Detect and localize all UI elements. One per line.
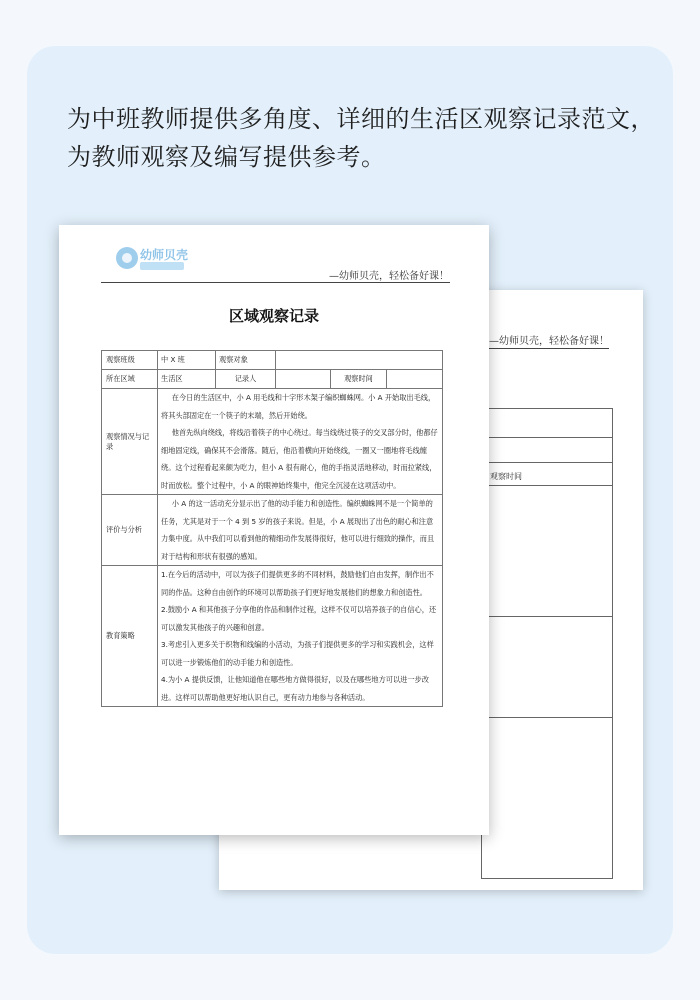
observation-label: 观察情况与记录	[102, 389, 158, 495]
logo-subtitle-bar	[140, 262, 184, 270]
area-value: 生活区	[158, 370, 216, 389]
strategy-content	[158, 566, 443, 707]
back-table-time-label: 观察时间	[490, 472, 522, 481]
strategy-item-1: 1.在今后的活动中，可以为孩子们提供更多的不同材料，鼓励他们自由发挥，制作出不同的作品。这种自由创作的环境可以帮助孩子们更好地发展他们的想象力和创造性。	[161, 570, 434, 597]
front-document-page	[59, 225, 489, 835]
back-page-slogan: —幼师贝壳，轻松备好课！	[489, 336, 609, 347]
table-row-observation	[102, 389, 443, 495]
class-label: 观察班级	[102, 351, 158, 370]
brand-logo	[116, 246, 206, 274]
intro-line-1: 为中班教师提供多角度、详细的生活区观察记录范文，	[67, 105, 655, 133]
back-table-row	[482, 463, 612, 486]
table-row-strategy	[102, 566, 443, 707]
area-label: 所在区域	[102, 370, 158, 389]
observed-subject-label: 观察对象	[216, 351, 276, 370]
back-table-row	[482, 438, 612, 463]
observation-paragraph-1: 在今日的生活区中，小 A 用毛线和十字形木架子编织蜘蛛网。小 A 开始取出毛线，将其头部固定在一个筷子的末端，然后开始绕。	[161, 393, 436, 420]
recorder-label: 记录人	[216, 370, 276, 389]
shell-logo-icon	[116, 247, 138, 269]
back-table-row	[482, 617, 612, 718]
evaluation-paragraph-1: 小 A 的这一活动充分显示出了他的动手能力和创造性。编织蜘蛛网不是一个简单的任务，尤其是对于一个 4 到 5 岁的孩子来说。但是，小 A 展现出了出色的耐心和注意力集中度。从中我们可以看到他的精细动作发展得很好，他可以进行细致的操作，而且对于结构和形状有很强的感知。	[161, 499, 435, 561]
intro-text	[67, 100, 655, 176]
evaluation-content	[158, 495, 443, 566]
recorder-value	[276, 370, 331, 389]
table-row-evaluation	[102, 495, 443, 566]
front-page-rule	[101, 282, 450, 283]
table-row-class	[102, 351, 443, 370]
front-page-slogan: —幼师贝壳，轻松备好课！	[329, 271, 449, 282]
back-table-row	[482, 718, 612, 878]
table-row-area	[102, 370, 443, 389]
evaluation-label: 评价与分析	[102, 495, 158, 566]
logo-text: 幼师贝壳	[140, 248, 189, 262]
observed-subject-value	[276, 351, 443, 370]
observation-content	[158, 389, 443, 495]
back-page-table	[481, 408, 613, 879]
strategy-item-3: 3.考虑引入更多关于织物和线编的小活动，为孩子们提供更多的学习和实践机会，这样可以进一步锻炼他们的动手能力和创造性。	[161, 640, 434, 667]
strategy-item-2: 2.鼓励小 A 和其他孩子分享他的作品和制作过程，这样不仅可以培养孩子的自信心，还可以激发其他孩子的兴趣和创意。	[161, 605, 437, 632]
back-table-row	[482, 486, 612, 617]
intro-line-2: 为教师观察及编写提供参考。	[67, 143, 386, 171]
back-table-row	[482, 409, 612, 438]
strategy-item-4: 4.为小 A 提供反馈，让他知道他在哪些地方做得很好，以及在哪些地方可以进一步改进。这样可以帮助他更好地认识自己，更有动力地参与各种活动。	[161, 675, 429, 702]
class-value: 中 X 班	[158, 351, 216, 370]
observation-time-value	[387, 370, 443, 389]
observation-time-label: 观察时间	[331, 370, 387, 389]
back-page-rule	[481, 348, 609, 349]
document-title: 区域观察记录	[228, 307, 319, 325]
observation-paragraph-2: 他首先纵向绕线，将线沿着筷子的中心绕过。每当线绕过筷子的交叉部分时，他都仔细地固定线，确保其不会滑落。随后，他沿着横向开始绕线，一圈又一圈地将毛线缠绕。这个过程看起来颇为吃力，但小 A 很有耐心，他的手指灵活地移动，时而拉紧线，时而放松。整个过程中，小 A 的眼神始终集中，他完全沉浸在这项活动中。	[161, 428, 438, 490]
strategy-label: 教育策略	[102, 566, 158, 707]
observation-record-table	[101, 350, 443, 707]
